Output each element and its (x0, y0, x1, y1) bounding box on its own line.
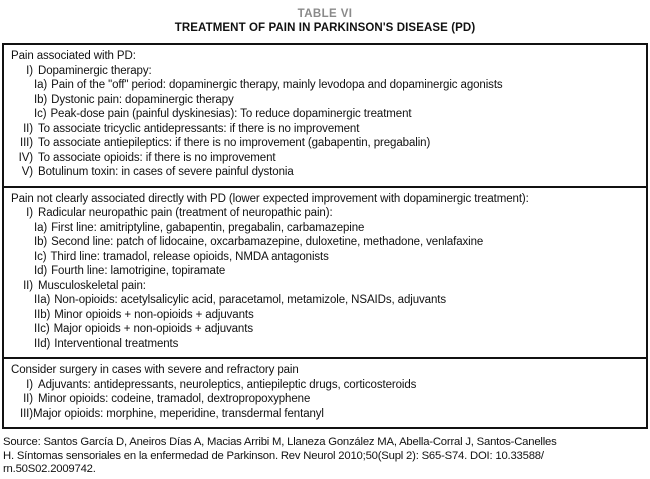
item-number: Ia) (34, 221, 48, 234)
table-row (11, 107, 642, 122)
item-number: IId) (34, 337, 51, 350)
section-pain-not-associated (4, 186, 646, 358)
table-row (11, 392, 642, 407)
item-text: Non-opioids: acetylsalicylic acid, paracetamol, metamizole, NSAIDs, adjuvants (54, 294, 446, 306)
table-row (11, 308, 642, 323)
table-row (11, 378, 642, 393)
item-number: II) (23, 279, 33, 292)
item-number: I) (26, 378, 33, 391)
item-number: I) (26, 64, 33, 77)
table-row (11, 250, 642, 265)
section-header: Consider surgery in cases with severe and refractory pain (11, 364, 299, 376)
item-number: I) (26, 207, 33, 219)
item-text: Pain of the "off" period: dopaminergic therapy, mainly levodopa and dopaminergic agonists (51, 79, 503, 91)
item-number: Ib) (34, 236, 48, 248)
item-number: IIa) (34, 294, 51, 306)
item-text: Major opioids: morphine, meperidine, transdermal fentanyl (33, 407, 324, 420)
table-row (11, 264, 642, 279)
item-text: Minor opioids: codeine, tramadol, dextropropoxyphene (38, 393, 311, 405)
table-row (11, 322, 642, 337)
section-header: Pain not clearly associated directly with PD (lower expected improvement with dopaminergic treatment): (11, 192, 529, 205)
table-row (11, 122, 642, 137)
table-row (11, 293, 642, 308)
item-text: Second line: patch of lidocaine, oxcarbamazepine, duloxetine, methadone, venlafaxine (51, 236, 484, 248)
item-text: First line: amitriptyline, gabapentin, pregabalin, carbamazepine (51, 221, 365, 234)
item-text: Adjuvants: antidepressants, neuroleptics, antiepileptic drugs, corticosteroids (38, 378, 417, 391)
item-number: IIc) (34, 323, 50, 335)
table-row (11, 279, 642, 294)
table-row (11, 407, 642, 422)
item-text: To associate tricyclic antidepressants: if there is no improvement (38, 122, 360, 135)
table-row (11, 64, 642, 79)
table-row (11, 221, 642, 236)
table-row (11, 165, 642, 180)
item-text: To associate antiepileptics: if there is no improvement (gabapentin, pregabalin) (38, 137, 431, 149)
item-number: Ic) (34, 250, 47, 263)
item-number: Id) (34, 265, 48, 277)
item-number: Ia) (34, 79, 48, 91)
item-number: II) (23, 393, 33, 405)
item-number: IV) (18, 151, 33, 164)
item-number: III) (19, 137, 33, 149)
item-number: IIb) (34, 308, 51, 321)
item-number: Ic) (34, 108, 47, 120)
source-line: rn.50S02.2009742. (3, 463, 96, 475)
table-box (2, 43, 648, 429)
source-citation (3, 436, 648, 477)
item-text: Botulinum toxin: in cases of severe painful dystonia (38, 166, 294, 178)
table-row (11, 78, 642, 93)
item-text: Interventional treatments (54, 337, 179, 350)
item-text: Fourth line: lamotrigine, topiramate (51, 265, 226, 277)
section-pain-associated (4, 45, 646, 186)
item-text: To associate opioids: if there is no improvement (38, 151, 276, 164)
table-row (11, 93, 642, 108)
source-line: H. Síntomas sensoriales en la enfermedad de Parkinson. Rev Neurol 2010;50(Supl 2): S65-S74. DOI: 10.33588/ (3, 449, 544, 462)
source-line: Source: Santos García D, Aneiros Días A, Macias Arribi M, Llaneza González MA, Abella-Corral J, Santos-Canelles (3, 436, 557, 448)
item-text: Peak-dose pain (painful dyskinesias): To reduce dopaminergic treatment (50, 108, 412, 120)
table-row (11, 151, 642, 166)
item-number: Ib) (34, 93, 48, 106)
table-row (11, 136, 642, 151)
item-text: Third line: tramadol, release opioids, NMDA antagonists (50, 250, 329, 263)
table-row (11, 337, 642, 352)
item-text: Musculoskeletal pain: (38, 279, 146, 292)
item-text: Major opioids + non-opioids + adjuvants (53, 323, 253, 335)
section-consider-surgery (4, 357, 646, 427)
item-number: V) (21, 166, 33, 178)
table-label: TABLE VI (297, 8, 353, 20)
table-title: TREATMENT OF PAIN IN PARKINSON'S DISEASE (PD) (174, 22, 476, 34)
item-text: Dopaminergic therapy: (38, 64, 152, 77)
item-number: II) (23, 122, 33, 135)
table-row (11, 235, 642, 250)
table-caption (0, 0, 650, 35)
item-text: Radicular neuropathic pain (treatment of neuropathic pain): (38, 207, 333, 219)
item-number: III) (19, 407, 33, 420)
table-row (11, 206, 642, 221)
section-header: Pain associated with PD: (11, 50, 136, 62)
item-text: Minor opioids + non-opioids + adjuvants (54, 308, 254, 321)
item-text: Dystonic pain: dopaminergic therapy (51, 93, 234, 106)
